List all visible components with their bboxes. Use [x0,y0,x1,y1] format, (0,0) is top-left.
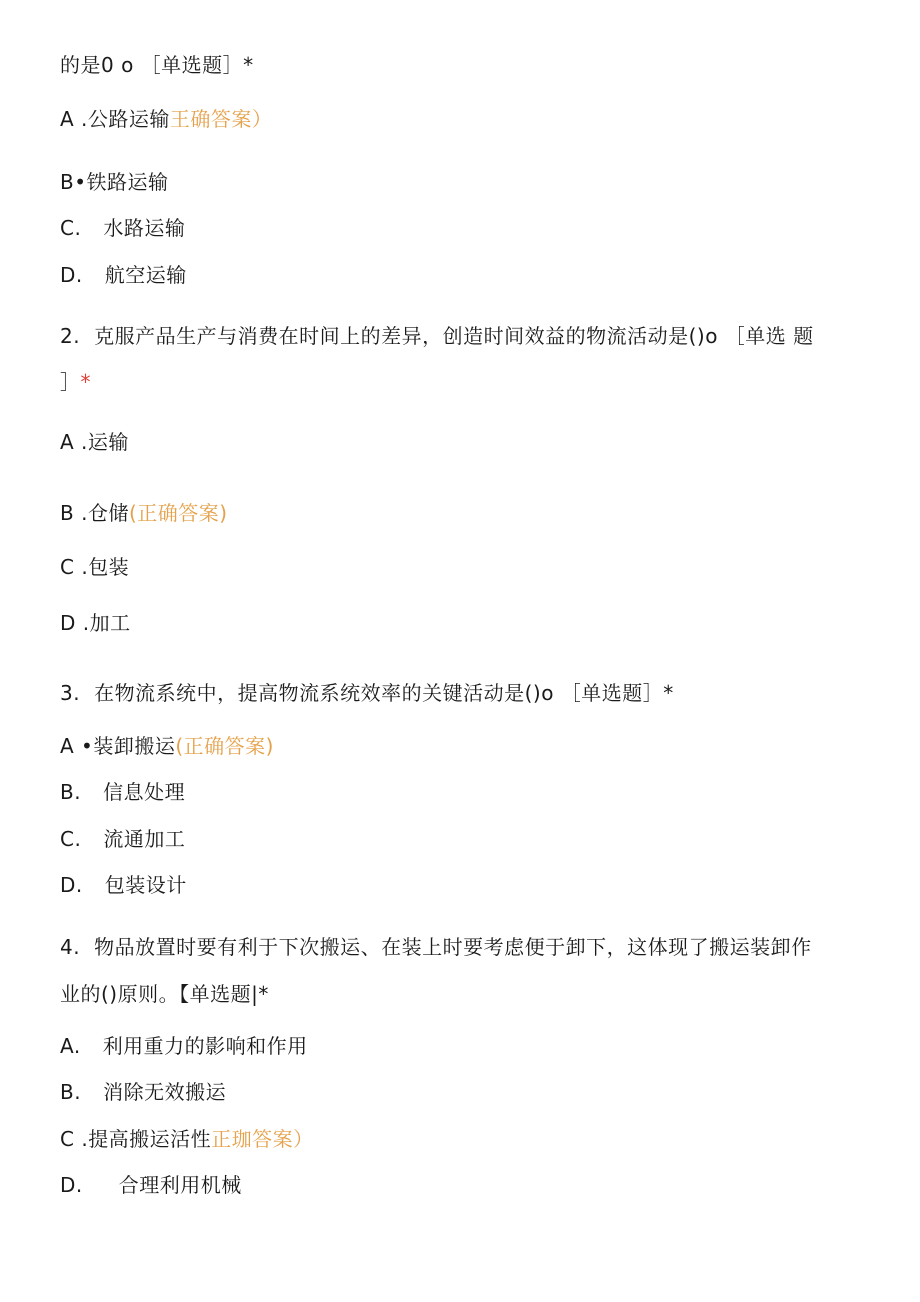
question-1-option-a[interactable] [60,105,272,133]
correct-answer-mark: (正确答案) [128,501,228,525]
option-text: 信息处理 [103,780,186,804]
option-text: 加工 [89,611,131,635]
required-mark: * [80,370,91,394]
correct-answer-mark: (正确答案) [175,734,274,758]
option-label: A . [60,107,88,131]
option-text: 消除无效搬运 [103,1080,227,1104]
question-1-stem [60,51,254,79]
option-label: C. [60,216,82,240]
question-4-stem-line1: 物品放置时要有利于下次搬运、在装上时要考虑便于卸下，这体现了搬运装卸作 [94,935,812,959]
option-label: C. [60,827,82,851]
option-label: D . [60,611,90,635]
question-number: 4. [60,935,81,959]
option-text: 提高搬运活性 [88,1127,212,1151]
correct-answer-mark: 正珈答案） [211,1127,314,1151]
option-label: D. [60,873,83,897]
option-label: B . [60,501,88,525]
option-text: 装卸搬运 [93,734,176,758]
option-text: 水路运输 [103,216,186,240]
question-1-option-d[interactable] [60,261,187,289]
question-3-option-c[interactable] [60,825,185,853]
option-label: B. [60,1080,82,1104]
question-2-stem [60,322,814,350]
option-label: D. [60,263,83,287]
question-3-option-d[interactable] [60,871,187,899]
question-2-stem-line1: 克服产品生产与消费在时间上的差异，创造时间效益的物流活动是()o ［单选 题 [94,324,814,348]
question-3-option-a[interactable] [60,732,274,760]
question-1-option-b[interactable] [60,168,169,196]
question-3-stem [60,679,674,707]
option-label: B. [60,780,82,804]
question-4-option-b[interactable] [60,1078,226,1106]
question-4-stem [60,933,812,961]
question-2-option-c[interactable] [60,553,129,581]
option-label: C . [60,555,89,579]
option-text: 公路运输 [87,107,170,131]
option-text: 航空运输 [104,263,187,287]
option-text: 包装设计 [104,873,187,897]
option-text: 仓储 [87,501,129,525]
option-text: 合理利用机械 [118,1173,242,1197]
question-number: 3. [60,681,81,705]
question-1-stem-text: 的是0 o ［单选题］* [60,53,254,77]
option-label: D. [60,1173,83,1197]
question-4-stem-cont [60,980,269,1008]
question-4-option-d[interactable] [60,1171,242,1199]
question-3-stem-text: 在物流系统中，提高物流系统效率的关键活动是()o ［单选题］* [94,681,674,705]
option-text: 运输 [87,430,129,454]
option-label: C . [60,1127,89,1151]
option-text: 利用重力的影响和作用 [102,1034,308,1058]
question-4-option-a[interactable] [60,1032,308,1060]
question-1-option-c[interactable] [60,214,185,242]
option-label: A. [60,1034,81,1058]
option-label: B• [60,170,87,194]
question-2-option-a[interactable] [60,428,129,456]
option-label: A • [60,734,94,758]
option-text: 包装 [88,555,130,579]
option-label: A . [60,430,88,454]
question-2-stem-line2: ］ [60,370,81,394]
question-2-option-d[interactable] [60,609,131,637]
question-3-option-b[interactable] [60,778,185,806]
question-4-stem-line2: 业的()原则。【单选题|* [60,982,269,1006]
correct-answer-mark: 王确答案） [169,107,273,131]
question-number: 2. [60,324,81,348]
question-4-option-c[interactable] [60,1125,314,1153]
question-2-option-b[interactable] [60,499,228,527]
option-text: 流通加工 [103,827,186,851]
option-text: 铁路运输 [86,170,169,194]
question-2-stem-cont [60,368,91,396]
